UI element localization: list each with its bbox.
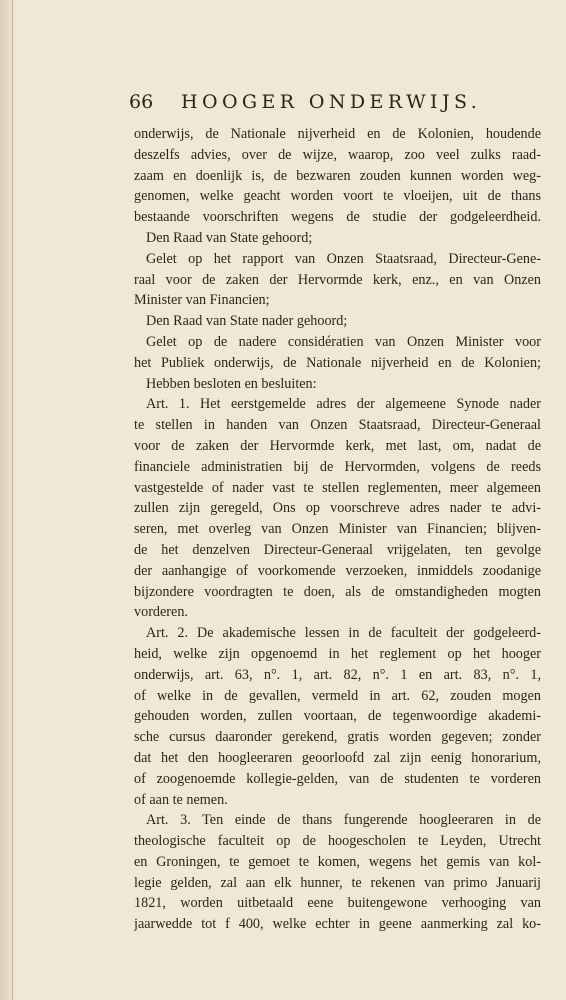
text-line: seren, met overleg van Onzen Minister van Financien; blijven- — [134, 521, 541, 538]
text-line: deszelfs advies, over de wijze, waarop, zoo veel zulks raad- — [134, 146, 541, 163]
text-line: der aanhangige of voorkomende verzoeken, inmiddels zoodanige — [134, 562, 541, 579]
page-gutter — [0, 0, 16, 1000]
text-line: zullen zijn geregeld, Ons op voorschreve adres nader te advi- — [134, 500, 541, 517]
text-line: zaam en doenlijk is, de bezwaren zouden kunnen worden weg- — [134, 167, 541, 184]
text-line: legie gelden, zal aan elk hunner, te rekenen van primo Januarij — [134, 874, 541, 891]
running-head: HOOGER ONDERWIJS. — [181, 91, 482, 113]
text-line: en Groningen, te gemoet te komen, wegens het gemis van kol- — [134, 853, 541, 870]
text-line: Den Raad van State gehoord; — [146, 229, 313, 246]
text-line: vastgestelde of nader vast te stellen reglementen, meer algemeen — [134, 479, 541, 496]
text-line: raal voor de zaken der Hervormde kerk, enz., en van Onzen — [134, 271, 541, 288]
text-line: sche cursus daaronder gerekend, gratis worden gegeven; zonder — [134, 729, 541, 746]
page-header — [129, 91, 540, 119]
text-line: financiele administratien bij de Hervormden, volgens de reeds — [134, 458, 541, 475]
text-line: de het denzelven Directeur-Generaal vrijgelaten, ten gevolge — [134, 541, 541, 558]
text-line: of aan te nemen. — [134, 791, 228, 808]
page-number: 66 — [129, 91, 154, 113]
text-line: het Publiek onderwijs, de Nationale nijverheid en de Kolonien; — [134, 354, 541, 371]
text-line: te stellen in handen van Onzen Staatsraad, Directeur-Generaal — [134, 417, 541, 434]
text-line: voor de zaken der Hervormde kerk, met last, om, nadat de — [134, 437, 541, 454]
gutter-line — [12, 0, 13, 1000]
text-line: Art. 2. De akademische lessen in de faculteit der godgeleerd- — [146, 625, 541, 642]
text-line: Minister van Financien; — [134, 292, 270, 309]
text-line: genomen, welke geacht worden voort te vloeijen, uit de thans — [134, 188, 541, 205]
text-line: Gelet op het rapport van Onzen Staatsraad, Directeur-Gene- — [146, 250, 541, 267]
text-line: gehouden worden, zullen voortaan, de tegenwoordige akademi- — [134, 708, 541, 725]
text-line: dat het den hoogleeraren geoorloofd zal zijn eenig honorarium, — [134, 749, 541, 766]
text-line: bijzondere voordragten te doen, als de omstandigheden mogten — [134, 583, 541, 600]
text-line: Gelet op de nadere considératien van Onzen Minister voor — [146, 333, 541, 350]
text-line: 1821, worden uitbetaald eene buitengewone verhooging van — [134, 895, 541, 912]
text-line: of zoogenoemde kollegie-gelden, van de studenten te vorderen — [134, 770, 541, 787]
text-line: theologische faculteit op de hoogescholen te Leyden, Utrecht — [134, 833, 541, 850]
text-line: Art. 1. Het eerstgemelde adres der algemeene Synode nader — [146, 396, 541, 413]
text-line: of welke in de gevallen, vermeld in art. 62, zouden mogen — [134, 687, 541, 704]
text-line: Hebben besloten en besluiten: — [146, 375, 317, 392]
text-line: onderwijs, de Nationale nijverheid en de Kolonien, houdende — [134, 126, 541, 142]
body-text — [134, 124, 541, 935]
text-line: heid, welke zijn opgenoemd in het reglement op het hooger — [134, 645, 541, 662]
text-line: Den Raad van State nader gehoord; — [146, 313, 348, 330]
text-line: Art. 3. Ten einde de thans fungerende hoogleeraren in de — [146, 812, 541, 829]
text-line: onderwijs, art. 63, n°. 1, art. 82, n°. 1 en art. 83, n°. 1, — [134, 666, 541, 683]
text-line: jaarwedde tot f 400, welke echter in geene aanmerking zal ko- — [134, 916, 541, 933]
text-line: bestaande voorschriften wegens de studie der godgeleerdheid. — [134, 209, 541, 226]
text-line: vorderen. — [134, 604, 188, 621]
